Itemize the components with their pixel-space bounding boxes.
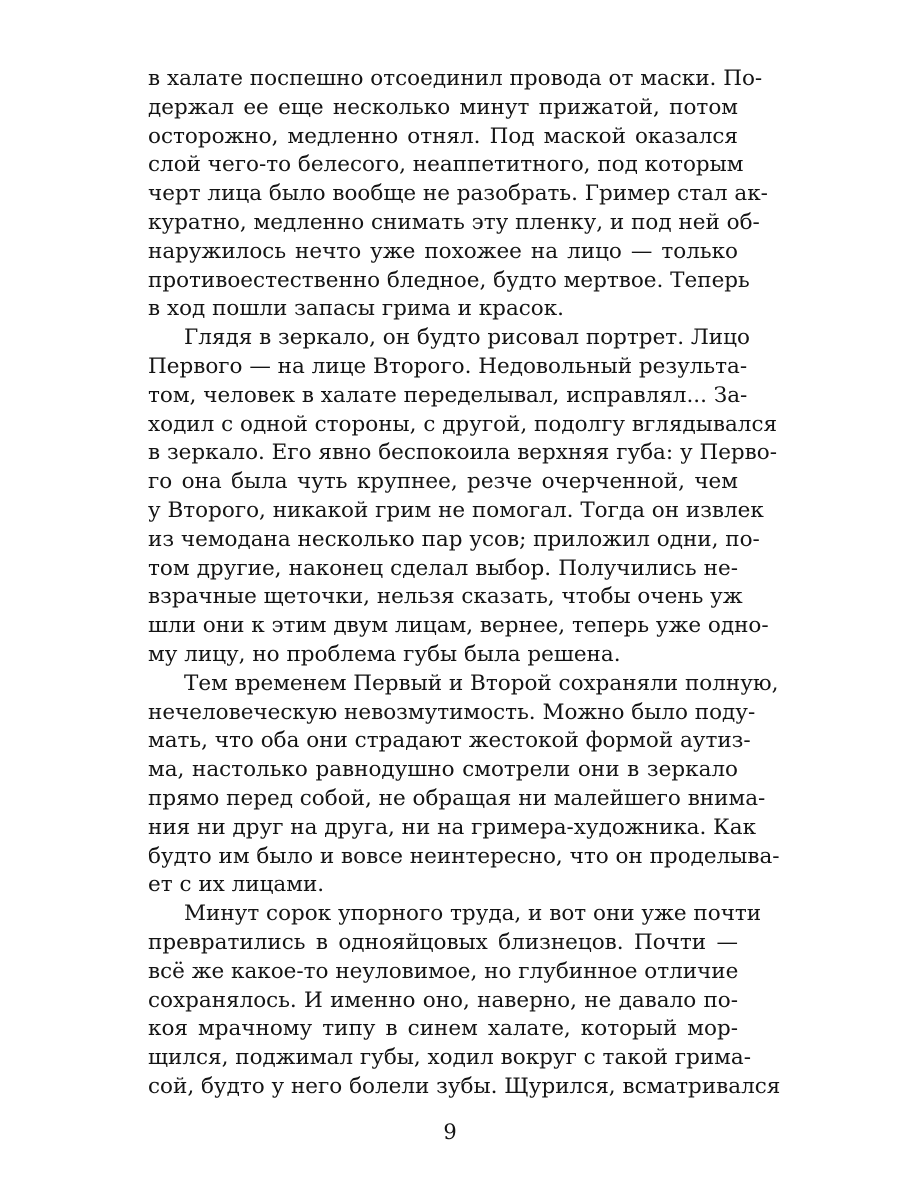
text-line: слой чего-то белесого, неаппетитного, под которым <box>148 152 744 178</box>
text-line: всё же какое-то неуловимое, но глубинное отличие <box>148 958 739 984</box>
text-line: держал ее еще несколько минут прижатой, потом <box>148 94 738 120</box>
text-line: нечеловеческую невозмутимость. Можно было поду- <box>148 699 756 725</box>
text-line: осторожно, медленно отнял. Под маской оказался <box>148 123 738 149</box>
text-line: из чемодана несколько пар усов; приложил одни, по- <box>148 526 760 552</box>
text-line: прямо перед собой, не обращая ни малейшего внима- <box>148 785 766 811</box>
text-line: сохранялось. И именно оно, наверно, не давало по- <box>148 987 738 1013</box>
paragraph-start-line: Тем временем Первый и Второй сохраняли полную, <box>184 670 779 696</box>
page-number: 9 <box>443 1120 457 1144</box>
text-line: в зеркало. Его явно беспокоила верхняя губа: у Перво- <box>148 440 777 466</box>
text-line: шли они к этим двум лицам, вернее, теперь уже одно- <box>148 613 769 639</box>
text-line: му лицу, но проблема губы была решена. <box>148 641 621 667</box>
text-line: го она была чуть крупнее, резче очерченной, чем <box>148 469 738 495</box>
text-line: том, человек в халате переделывал, исправлял... За- <box>148 382 748 408</box>
text-line: в халате поспешно отсоединил провода от маски. По- <box>148 66 763 91</box>
paragraph-start-line: Глядя в зеркало, он будто рисовал портрет. Лицо <box>184 325 750 351</box>
text-line: Первого — на лице Второго. Недовольный результа- <box>148 353 748 379</box>
text-line: наружилось нечто уже похожее на лицо — только <box>148 238 738 264</box>
text-line: ходил с одной стороны, с другой, подолгу вглядывался <box>148 411 778 437</box>
text-line: у Второго, никакой грим не помогал. Тогда он извлек <box>148 497 764 523</box>
text-line: ет с их лицами. <box>148 872 325 898</box>
text-line: противоестественно бледное, будто мертвое. Теперь <box>148 267 750 293</box>
text-line: коя мрачному типу в синем халате, который мор- <box>148 1016 738 1042</box>
text-line: щился, поджимал губы, ходил вокруг с такой грима- <box>148 1045 751 1071</box>
text-line: куратно, медленно снимать эту пленку, и под ней об- <box>148 209 760 235</box>
body-text <box>148 65 781 1102</box>
text-line: том другие, наконец сделал выбор. Получились не- <box>148 555 738 581</box>
text-line: будто им было и вовсе неинтересно, что он проделыва- <box>148 843 780 869</box>
text-line: мать, что оба они страдают жестокой формой аутиз- <box>148 728 751 754</box>
text-line: черт лица было вообще не разобрать. Гример стал ак- <box>148 181 768 207</box>
text-line: сой, будто у него болели зубы. Щурился, всматривался <box>148 1073 781 1099</box>
text-line: взрачные щеточки, нельзя сказать, чтобы очень уж <box>148 584 743 610</box>
paragraph-start-line: Минут сорок упорного труда, и вот они уже почти <box>184 901 762 927</box>
text-line: в ход пошли запасы грима и красок. <box>148 296 565 322</box>
text-line: ма, настолько равнодушно смотрели они в зеркало <box>148 757 738 783</box>
text-line: ния ни друг на друга, ни на гримера-художника. Как <box>148 814 757 840</box>
text-line: превратились в однояйцовых близнецов. Почти — <box>148 929 738 955</box>
